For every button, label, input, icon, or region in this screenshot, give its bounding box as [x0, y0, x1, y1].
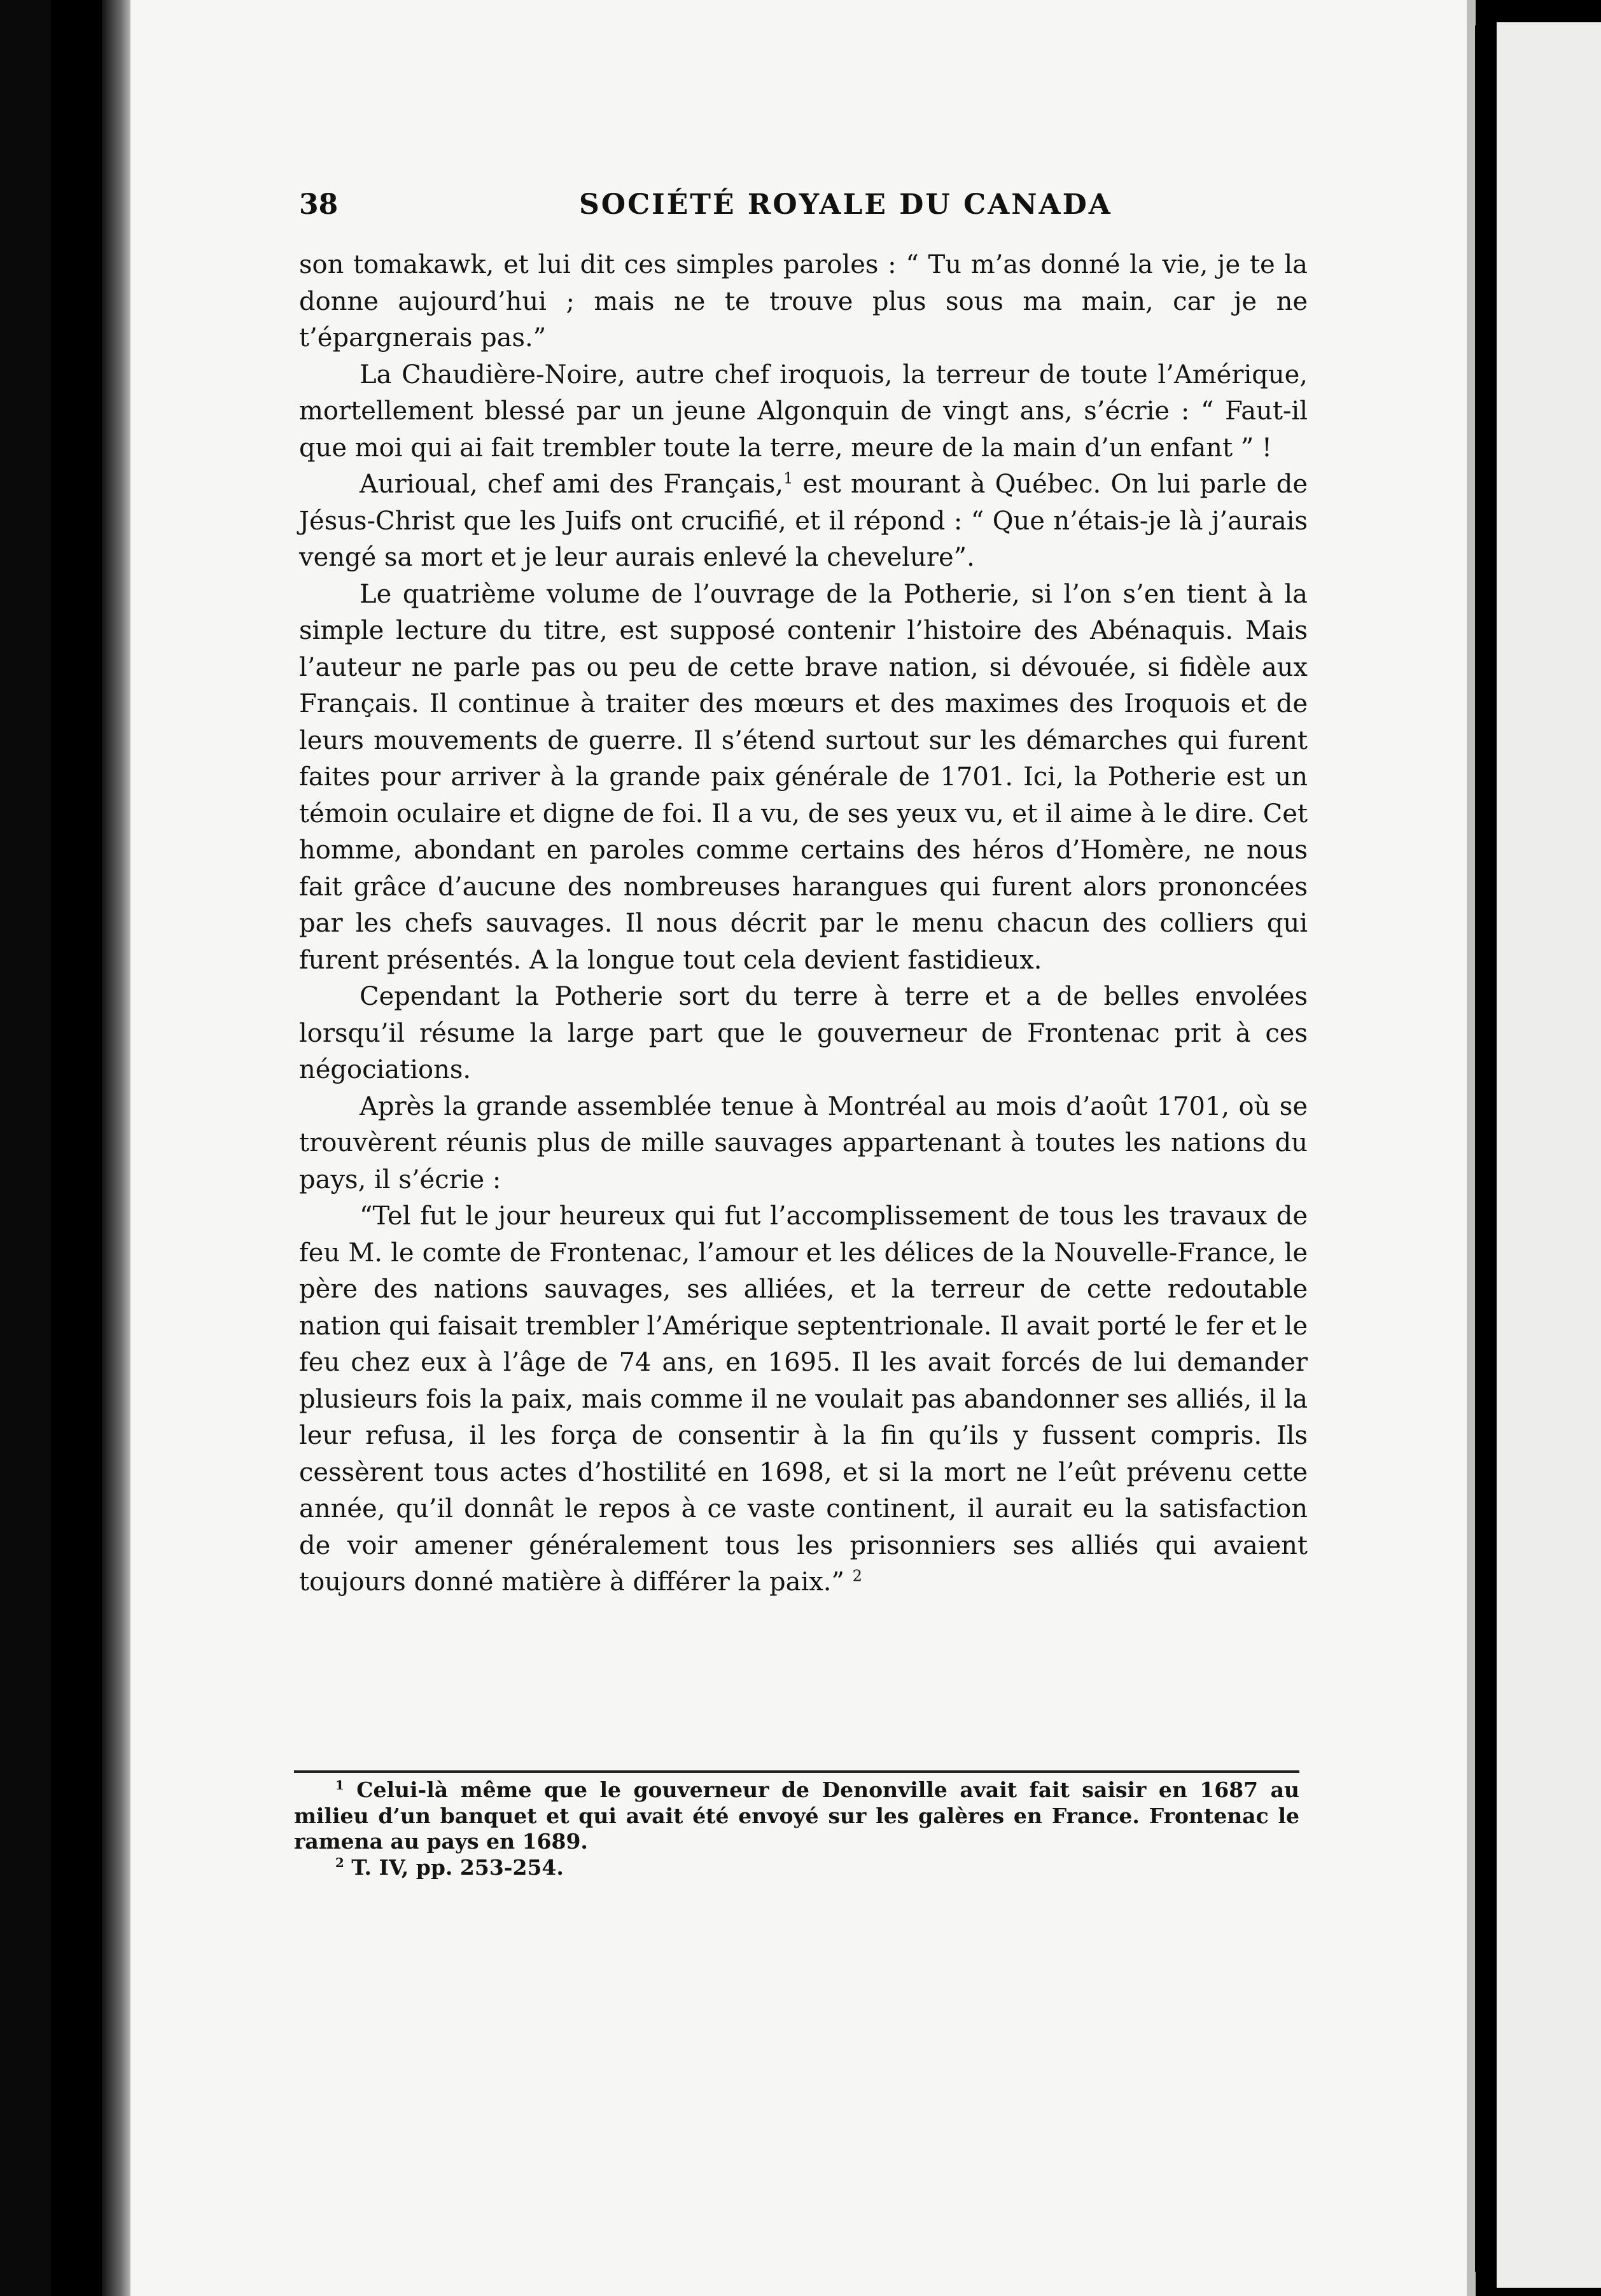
- footnote-marker: 1: [335, 1777, 344, 1793]
- paragraph: Le quatrième volume de l’ouvrage de la Potherie, si l’on s’en tient à la simple lecture du titre, est supposé contenir l’histoire des Abénaquis. Mais l’auteur ne parle pas ou peu de cette brave nation, si dévouée, si fidèle aux Français. Il continue à traiter des mœurs et des maximes des Iroquois et de leurs mouvements de guerre. Il s’étend surtout sur les démarches qui furent faites pour arriver à la grande paix générale de 1701. Ici, la Potherie est un témoin oculaire et digne de foi. Il a vu, de ses yeux vu, et il aime à le dire. Cet homme, abondant en paroles comme certains des héros d’Homère, ne nous fait grâce d’aucune des nombreuses harangues qui furent alors prononcées par les chefs sauvages. Il nous décrit par le menu chacun des colliers qui furent présentés. A la longue tout cela devient fastidieux.: [299, 579, 1308, 975]
- paragraph-text: Aurioual, chef ami des Français,: [360, 470, 784, 499]
- footnote: [294, 1777, 1299, 1855]
- quotation: [299, 1198, 1308, 1601]
- body-text: [299, 247, 1308, 1601]
- paragraph-text: est mourant à Québec. On lui parle de Jésus-Christ que les Juifs ont crucifié, et il répond : “ Que n’étais-je là j’aurais vengé sa mort et je leur aurais enlevé la chevelure”.: [299, 470, 1308, 572]
- paragraph: Après la grande assemblée tenue à Montréal au mois d’août 1701, où se trouvèrent réunis plus de mille sauvages appartenant à toutes les nations du pays, il s’écrie :: [299, 1091, 1308, 1194]
- book-gutter-shadow: [102, 0, 134, 2296]
- facing-page: [1497, 22, 1601, 2288]
- footnotes: [294, 1777, 1299, 1880]
- page-edge: [1467, 0, 1476, 2296]
- paragraph: son tomakawk, et lui dit ces simples paroles : “ Tu m’as donné la vie, je te la donne aujourd’hui ; mais ne te trouve plus sous ma main, car je ne t’épargnerais pas.”: [299, 250, 1308, 353]
- footnote-marker: 2: [335, 1854, 344, 1870]
- footnote-text: T. IV, pp. 253-254.: [344, 1854, 564, 1880]
- paragraph: [299, 466, 1308, 577]
- paragraph: Cependant la Potherie sort du terre à terre et a de belles envolées lorsqu’il résume la large part que le gouverneur de Frontenac prit à ces négociations.: [299, 982, 1308, 1084]
- footnote-text: Celui-là même que le gouverneur de Denonville avait fait saisir en 1687 au milieu d’un banquet et qui avait été envoyé sur les galères en France. Frontenac le ramena au pays en 1689.: [294, 1777, 1299, 1854]
- footnote-rule: [294, 1770, 1299, 1773]
- running-title: SOCIÉTÉ ROYALE DU CANADA: [579, 188, 1112, 221]
- page-number: 38: [299, 188, 339, 221]
- paragraph: La Chaudière-Noire, autre chef iroquois, la terreur de toute l’Amérique, mortellement blessé par un jeune Algonquin de vingt ans, s’écrie : “ Faut-il que moi qui ai fait trembler toute la terre, meure de la main d’un enfant ” !: [299, 360, 1308, 463]
- footnote-ref: 2: [852, 1567, 862, 1585]
- footnote-ref: 1: [783, 469, 794, 487]
- footnote: [294, 1855, 1299, 1881]
- quotation-text: “Tel fut le jour heureux qui fut l’accomplissement de tous les travaux de feu M. le comte de Frontenac, l’amour et les délices de la Nouvelle-France, le père des nations sauvages, ses alliées, et la terreur de cette redoutable nation qui faisait trembler l’Amérique septentrionale. Il avait porté le fer et le feu chez eux à l’âge de 74 ans, en 1695. Il les avait forcés de lui demander plusieurs fois la paix, mais comme il ne voulait pas abandonner ses alliés, il la leur refusa, il les força de consentir à la fin qu’ils y fussent compris. Ils cessèrent tous actes d’hostilité en 1698, et si la mort ne l’eût prévenu cette année, qu’il donnât le repos à ce vaste continent, il aurait eu la satisfaction de voir amener généralement tous les prisonniers ses alliés qui avaient toujours donné matière à différer la paix.”: [299, 1201, 1308, 1597]
- running-head: [299, 188, 1308, 239]
- scan-border-left: [0, 0, 51, 2296]
